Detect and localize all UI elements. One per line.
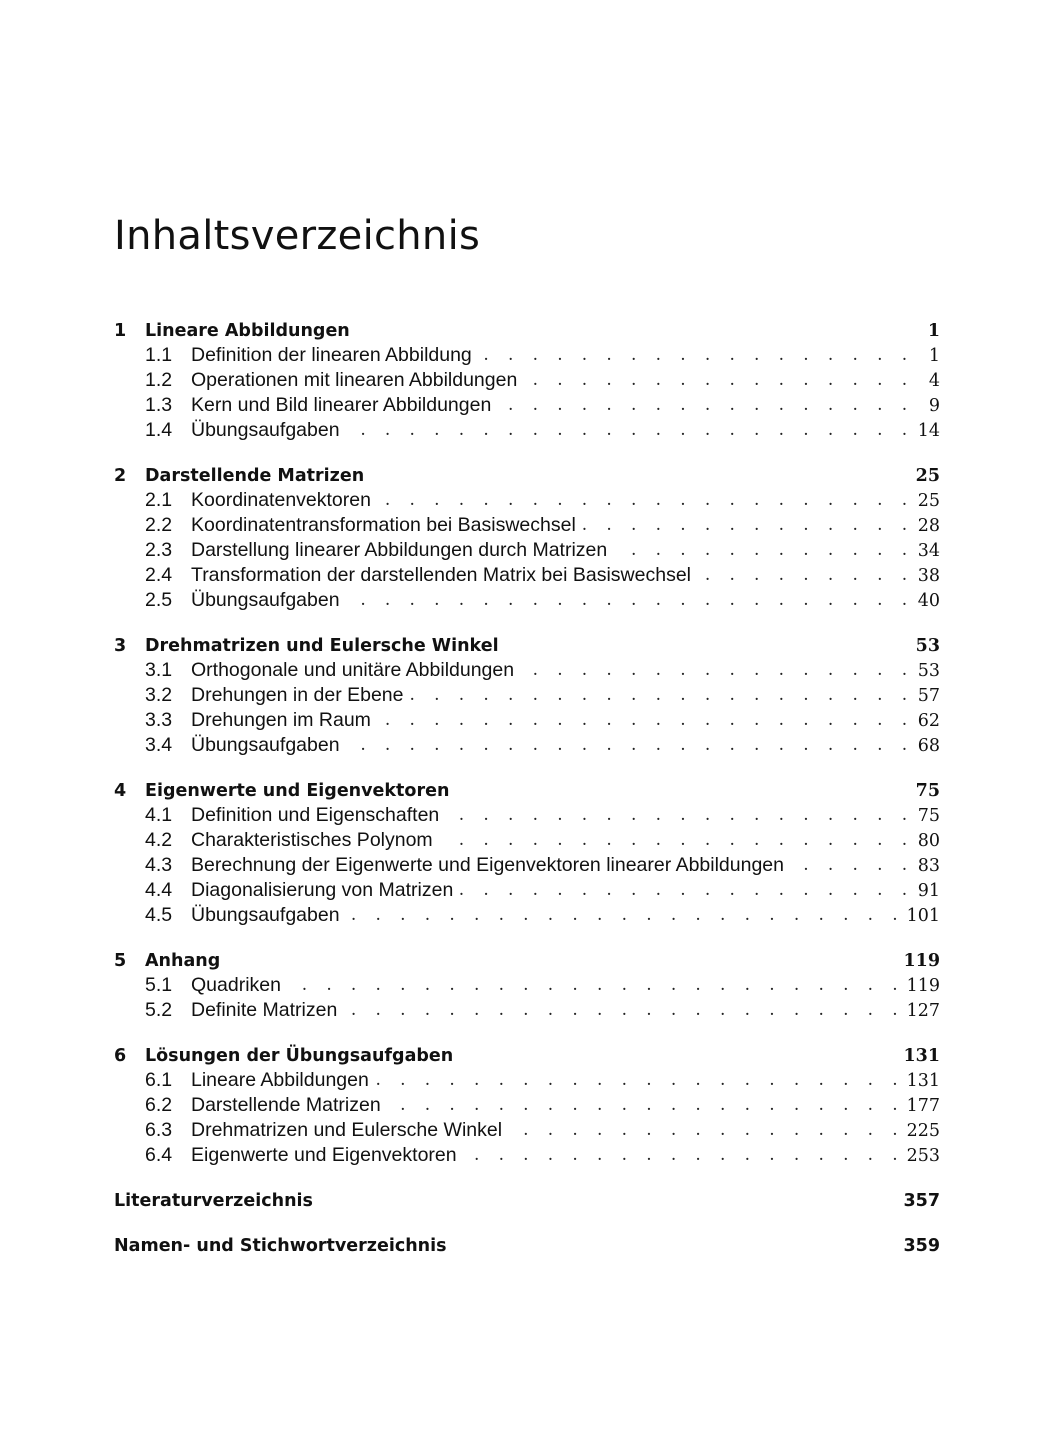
section-title: Transformation der darstellenden Matrix bei Basiswechsel xyxy=(191,564,697,587)
dot-leader xyxy=(508,1118,905,1143)
section-page-number: 119 xyxy=(906,975,940,996)
section-number: 4.2 xyxy=(145,829,173,851)
chapter-number: 4 xyxy=(114,780,127,801)
section-page-number: 80 xyxy=(917,830,940,851)
toc-section-entry[interactable] xyxy=(114,878,940,903)
chapter-number: 5 xyxy=(114,950,127,971)
chapter-page-number: 53 xyxy=(915,635,940,656)
back-matter-title: Namen- und Stichwortverzeichnis xyxy=(114,1235,447,1256)
toc-chapter-entry[interactable] xyxy=(114,948,940,973)
toc-chapter xyxy=(114,778,940,928)
dot-leader xyxy=(523,368,914,393)
section-page-number: 91 xyxy=(917,880,940,901)
dot-leader xyxy=(343,998,904,1023)
section-page-number: 131 xyxy=(906,1070,940,1091)
chapter-page-number: 25 xyxy=(915,465,940,486)
section-number: 5.2 xyxy=(145,999,173,1021)
section-title: Koordinatentransformation bei Basiswechsel xyxy=(191,514,582,537)
section-page-number: 225 xyxy=(906,1120,940,1141)
section-page-number: 68 xyxy=(917,735,940,756)
section-page-number: 83 xyxy=(917,855,940,876)
toc-section-entry[interactable] xyxy=(114,1068,940,1093)
section-page-number: 53 xyxy=(917,660,940,681)
section-number: 1.2 xyxy=(145,369,173,391)
chapter-title: Eigenwerte und Eigenvektoren xyxy=(145,780,450,801)
dot-leader xyxy=(459,878,914,903)
section-number: 2.4 xyxy=(145,564,173,586)
toc-chapter xyxy=(114,633,940,758)
section-title: Operationen mit linearen Abbildungen xyxy=(191,369,523,392)
chapter-title: Lineare Abbildungen xyxy=(145,320,350,341)
section-number: 2.5 xyxy=(145,589,173,611)
dot-leader xyxy=(346,418,914,443)
chapter-number: 2 xyxy=(114,465,127,486)
toc-section-entry[interactable] xyxy=(114,683,940,708)
chapter-page-number: 131 xyxy=(903,1045,940,1066)
dot-leader xyxy=(410,683,915,708)
chapter-number: 6 xyxy=(114,1045,127,1066)
toc-section-entry[interactable] xyxy=(114,733,940,758)
chapter-page-number: 75 xyxy=(915,780,940,801)
section-page-number: 34 xyxy=(917,540,940,561)
toc-section-entry[interactable] xyxy=(114,393,940,418)
section-page-number: 177 xyxy=(906,1095,940,1116)
section-title: Darstellende Matrizen xyxy=(191,1094,387,1117)
section-page-number: 4 xyxy=(928,370,940,391)
section-page-number: 57 xyxy=(917,685,940,706)
section-title: Diagonalisierung von Matrizen xyxy=(191,879,459,902)
section-number: 2.1 xyxy=(145,489,173,511)
dot-leader xyxy=(790,853,914,878)
toc-section-entry[interactable] xyxy=(114,903,940,928)
section-title: Eigenwerte und Eigenvektoren xyxy=(191,1144,463,1167)
section-number: 3.1 xyxy=(145,659,173,681)
toc-section-entry[interactable] xyxy=(114,1118,940,1143)
section-title: Definite Matrizen xyxy=(191,999,343,1022)
toc-chapter-entry[interactable] xyxy=(114,633,940,658)
section-title: Kern und Bild linearer Abbildungen xyxy=(191,394,497,417)
toc-chapter-entry[interactable] xyxy=(114,1043,940,1068)
section-number: 3.2 xyxy=(145,684,173,706)
section-page-number: 38 xyxy=(917,565,940,586)
section-number: 6.2 xyxy=(145,1094,173,1116)
table-of-contents xyxy=(114,318,940,1278)
toc-section-entry[interactable] xyxy=(114,488,940,513)
section-title: Koordinatenvektoren xyxy=(191,489,377,512)
section-page-number: 40 xyxy=(917,590,940,611)
dot-leader xyxy=(445,803,914,828)
section-title: Lineare Abbildungen xyxy=(191,1069,375,1092)
section-title: Berechnung der Eigenwerte und Eigenvektoren linearer Abbildungen xyxy=(191,854,790,877)
section-number: 4.3 xyxy=(145,854,173,876)
section-title: Übungsaufgaben xyxy=(191,419,346,442)
toc-chapter xyxy=(114,1043,940,1168)
toc-section-entry[interactable] xyxy=(114,973,940,998)
dot-leader xyxy=(697,563,914,588)
section-page-number: 127 xyxy=(906,1000,940,1021)
toc-section-entry[interactable] xyxy=(114,853,940,878)
dot-leader xyxy=(377,488,914,513)
dot-leader xyxy=(377,708,914,733)
toc-chapter-entry[interactable] xyxy=(114,318,940,343)
section-page-number: 28 xyxy=(917,515,940,536)
back-matter-title: Literaturverzeichnis xyxy=(114,1190,313,1211)
section-number: 3.4 xyxy=(145,734,173,756)
toc-section-entry[interactable] xyxy=(114,538,940,563)
section-number: 2.3 xyxy=(145,539,173,561)
section-page-number: 25 xyxy=(917,490,940,511)
chapter-page-number: 1 xyxy=(927,320,940,341)
page-title: Inhaltsverzeichnis xyxy=(114,213,481,259)
toc-section-entry[interactable] xyxy=(114,998,940,1023)
dot-leader xyxy=(582,513,914,538)
toc-chapter-entry[interactable] xyxy=(114,778,940,803)
toc-section-entry[interactable] xyxy=(114,513,940,538)
section-title: Orthogonale und unitäre Abbildungen xyxy=(191,659,520,682)
toc-section-entry[interactable] xyxy=(114,563,940,588)
section-title: Drehmatrizen und Eulersche Winkel xyxy=(191,1119,508,1142)
section-number: 4.4 xyxy=(145,879,173,901)
section-title: Drehungen im Raum xyxy=(191,709,377,732)
dot-leader xyxy=(613,538,914,563)
back-matter-page-number: 357 xyxy=(903,1190,940,1211)
dot-leader xyxy=(387,1093,905,1118)
chapter-number: 1 xyxy=(114,320,127,341)
toc-section-entry[interactable] xyxy=(114,1093,940,1118)
toc-section-entry[interactable] xyxy=(114,1143,940,1168)
dot-leader xyxy=(520,658,914,683)
section-number: 5.1 xyxy=(145,974,173,996)
toc-section-entry[interactable] xyxy=(114,708,940,733)
section-page-number: 75 xyxy=(917,805,940,826)
toc-bibliography-entry[interactable] xyxy=(114,1188,940,1213)
section-number: 2.2 xyxy=(145,514,173,536)
section-number: 6.4 xyxy=(145,1144,173,1166)
dot-leader xyxy=(463,1143,905,1168)
dot-leader xyxy=(439,828,914,853)
chapter-title: Darstellende Matrizen xyxy=(145,465,365,486)
toc-chapter xyxy=(114,318,940,443)
section-page-number: 14 xyxy=(917,420,940,441)
dot-leader xyxy=(497,393,914,418)
section-title: Drehungen in der Ebene xyxy=(191,684,410,707)
section-title: Übungsaufgaben xyxy=(191,589,346,612)
section-page-number: 1 xyxy=(928,345,940,366)
section-title: Übungsaufgaben xyxy=(191,734,346,757)
section-title: Darstellung linearer Abbildungen durch Matrizen xyxy=(191,539,613,562)
toc-chapter xyxy=(114,463,940,613)
section-title: Quadriken xyxy=(191,974,287,997)
section-number: 3.3 xyxy=(145,709,173,731)
section-title: Definition und Eigenschaften xyxy=(191,804,445,827)
chapter-number: 3 xyxy=(114,635,127,656)
toc-chapter-entry[interactable] xyxy=(114,463,940,488)
toc-section-entry[interactable] xyxy=(114,588,940,613)
dot-leader xyxy=(375,1068,905,1093)
chapter-page-number: 119 xyxy=(903,950,940,971)
toc-section-entry[interactable] xyxy=(114,343,940,368)
section-number: 1.4 xyxy=(145,419,173,441)
back-matter-page-number: 359 xyxy=(903,1235,940,1256)
toc-index-entry[interactable] xyxy=(114,1233,940,1258)
section-number: 1.1 xyxy=(145,344,173,366)
chapter-title: Drehmatrizen und Eulersche Winkel xyxy=(145,635,499,656)
dot-leader xyxy=(287,973,905,998)
section-number: 4.1 xyxy=(145,804,173,826)
section-number: 1.3 xyxy=(145,394,173,416)
section-page-number: 101 xyxy=(906,905,940,926)
section-number: 6.1 xyxy=(145,1069,173,1091)
section-title: Charakteristisches Polynom xyxy=(191,829,439,852)
chapter-title: Lösungen der Übungsaufgaben xyxy=(145,1045,454,1066)
dot-leader xyxy=(346,588,914,613)
toc-section-entry[interactable] xyxy=(114,658,940,683)
section-title: Definition der linearen Abbildung xyxy=(191,344,478,367)
section-number: 4.5 xyxy=(145,904,173,926)
toc-section-entry[interactable] xyxy=(114,828,940,853)
dot-leader xyxy=(346,733,914,758)
section-page-number: 62 xyxy=(917,710,940,731)
section-page-number: 253 xyxy=(906,1145,940,1166)
toc-section-entry[interactable] xyxy=(114,418,940,443)
section-number: 6.3 xyxy=(145,1119,173,1141)
chapter-title: Anhang xyxy=(145,950,221,971)
toc-back-matter xyxy=(114,1188,940,1213)
section-title: Übungsaufgaben xyxy=(191,904,346,927)
toc-section-entry[interactable] xyxy=(114,803,940,828)
dot-leader xyxy=(346,903,905,928)
toc-section-entry[interactable] xyxy=(114,368,940,393)
toc-back-matter xyxy=(114,1233,940,1258)
dot-leader xyxy=(478,343,914,368)
section-page-number: 9 xyxy=(928,395,940,416)
toc-chapter xyxy=(114,948,940,1023)
